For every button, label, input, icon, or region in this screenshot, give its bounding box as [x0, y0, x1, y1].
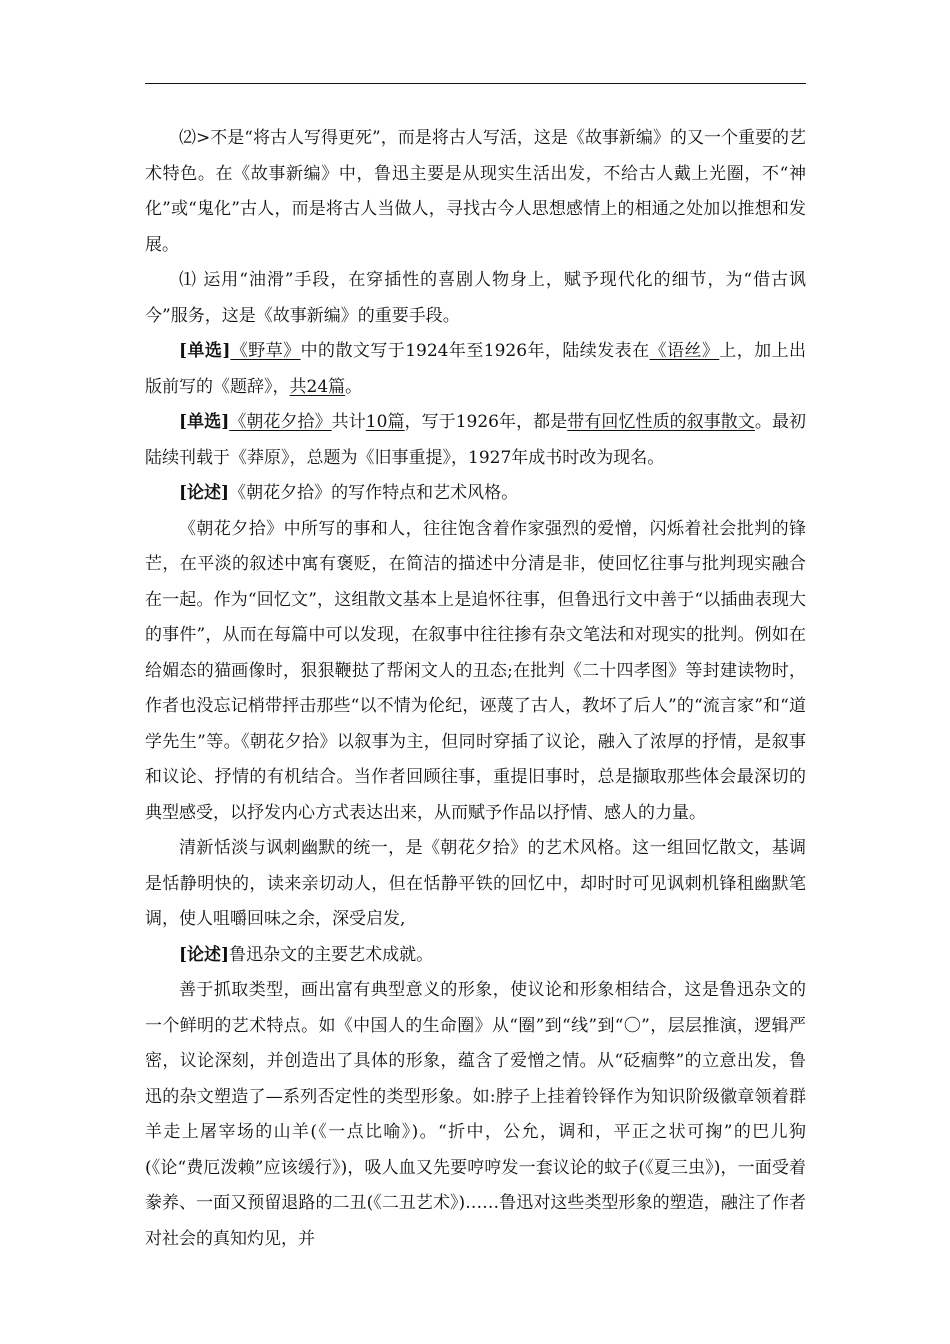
question-type-tag: [论述]: [179, 944, 230, 965]
paragraph-text: 。最初陆续刊载于《莽原》，总题为《旧事重提》，1927年成书时改为现名。: [145, 412, 807, 468]
paragraph-zhaohua-style: 清新恬淡与讽刺幽默的统一，是《朝花夕拾》的艺术风格。这一组回忆散文，基调是恬静明快的，读来亲切动人，但在恬静平铁的回忆中，却时时可见讽刺机锋租幽默笔调，使人咀嚼回味之余，深受启发,: [145, 838, 806, 929]
paragraph-text: ，写于1926年，都是: [404, 412, 568, 432]
question-type-tag: [论述]: [179, 483, 230, 503]
paragraph-yecao-single-choice: [145, 334, 806, 405]
paragraph-zhaohua-essay-question: [145, 476, 806, 512]
underlined-term: 共24篇: [289, 376, 346, 397]
underlined-term: 带有回忆性质的叙事散文: [567, 412, 755, 432]
underlined-term: 《野草》: [230, 341, 301, 361]
underlined-term: 《语丝》: [649, 341, 720, 361]
paragraph-text: 鲁迅杂文的主要艺术成就。: [229, 944, 434, 965]
paragraph-zhaohua-single-choice: [145, 405, 806, 476]
header-rule: [145, 83, 806, 84]
question-type-tag: [单选]: [179, 412, 230, 432]
paragraph-text: 上，加上出版前写的《题辞》，: [145, 341, 807, 397]
paragraph-text: 。: [345, 376, 363, 397]
underlined-term: 《朝花夕拾》: [229, 412, 332, 432]
paragraph-text: 中的散文写于1924年至1926年，陆续发表在: [300, 341, 650, 361]
document-body: [145, 121, 806, 1257]
paragraph-old-people-alive: ⑵>不是“将古人写得更死”，而是将古人写活，这是《故事新编》的又一个重要的艺术特色。在《故事新编》中，鲁迅主要是从现实生活出发，不给古人戴上光圈，不“神化”或“鬼化”古人，而是将古人当做人，寻找古今人思想感情上的相通之处加以推想和发展。: [145, 128, 806, 255]
paragraph-text: 共计: [331, 412, 366, 432]
paragraph-zawen-essay-question: [145, 938, 806, 974]
paragraph-zawen-achievements: 善于抓取类型，画出富有典型意义的形象，使议论和形象相结合，这是鲁迅杂文的一个鲜明的艺术特点。如《中国人的生命圈》从“圈”到“线”到“〇”，层层推演，逻辑严密，议论深刻，并创造出了具体的形象，蕴含了爱憎之情。从“砭痼弊”的立意出发，鲁迅的杂文塑造了—系列否定性的类型形象。如:脖子上挂着铃铎作为知识阶级徽章领着群羊走上屠宰场的山羊(《一点比喻》)。“折中，公允，调和，平正之状可掬”的巴儿狗(《论“费厄泼赖”应该缓行》)，吸人血又先要哼哼发一套议论的蚊子(《夏三虫》)，一面受着豢养、一面又预留退路的二丑(《二丑艺术》)……鲁迅对这些类型形象的塑造，融注了作者对社会的真知灼见，并: [145, 980, 806, 1249]
paragraph-text: 《朝花夕拾》的写作特点和艺术风格。: [229, 483, 519, 503]
question-type-tag: [单选]: [179, 341, 231, 361]
paragraph-youhua-technique: ⑴ 运用“油滑”手段，在穿插性的喜剧人物身上，赋予现代化的细节，为“借古讽今”服务，这是《故事新编》的重要手段。: [145, 270, 806, 326]
paragraph-zhaohua-features: 《朝花夕拾》中所写的事和人，往往饱含着作家强烈的爱憎，闪烁着社会批判的锋芒，在平淡的叙述中寓有褒贬，在简洁的描述中分清是非，使回忆往事与批判现实融合在一起。作为“回忆文”，这组散文基本上是追怀往事，但鲁迅行文中善于“以插曲表现大的事件”，从而在每篇中可以发现，在叙事中往往掺有杂文笔法和对现实的批判。例如在给媚态的猫画像时，狠狠鞭挞了帮闲文人的丑态;在批判《二十四孝图》等封建读物时，作者也没忘记梢带抨击那些“以不情为伦纪，诬蔑了古人，教坏了后人”的“流言家”和“道学先生”等。《朝花夕拾》以叙事为主，但同时穿插了议论，融入了浓厚的抒情，是叙事和议论、抒情的有机结合。当作者回顾往事，重提旧事时，总是撷取那些体会最深切的典型感受，以抒发内心方式表达出来，从而赋予作品以抒情、感人的力量。: [145, 518, 806, 823]
underlined-term: 10篇: [365, 412, 405, 432]
